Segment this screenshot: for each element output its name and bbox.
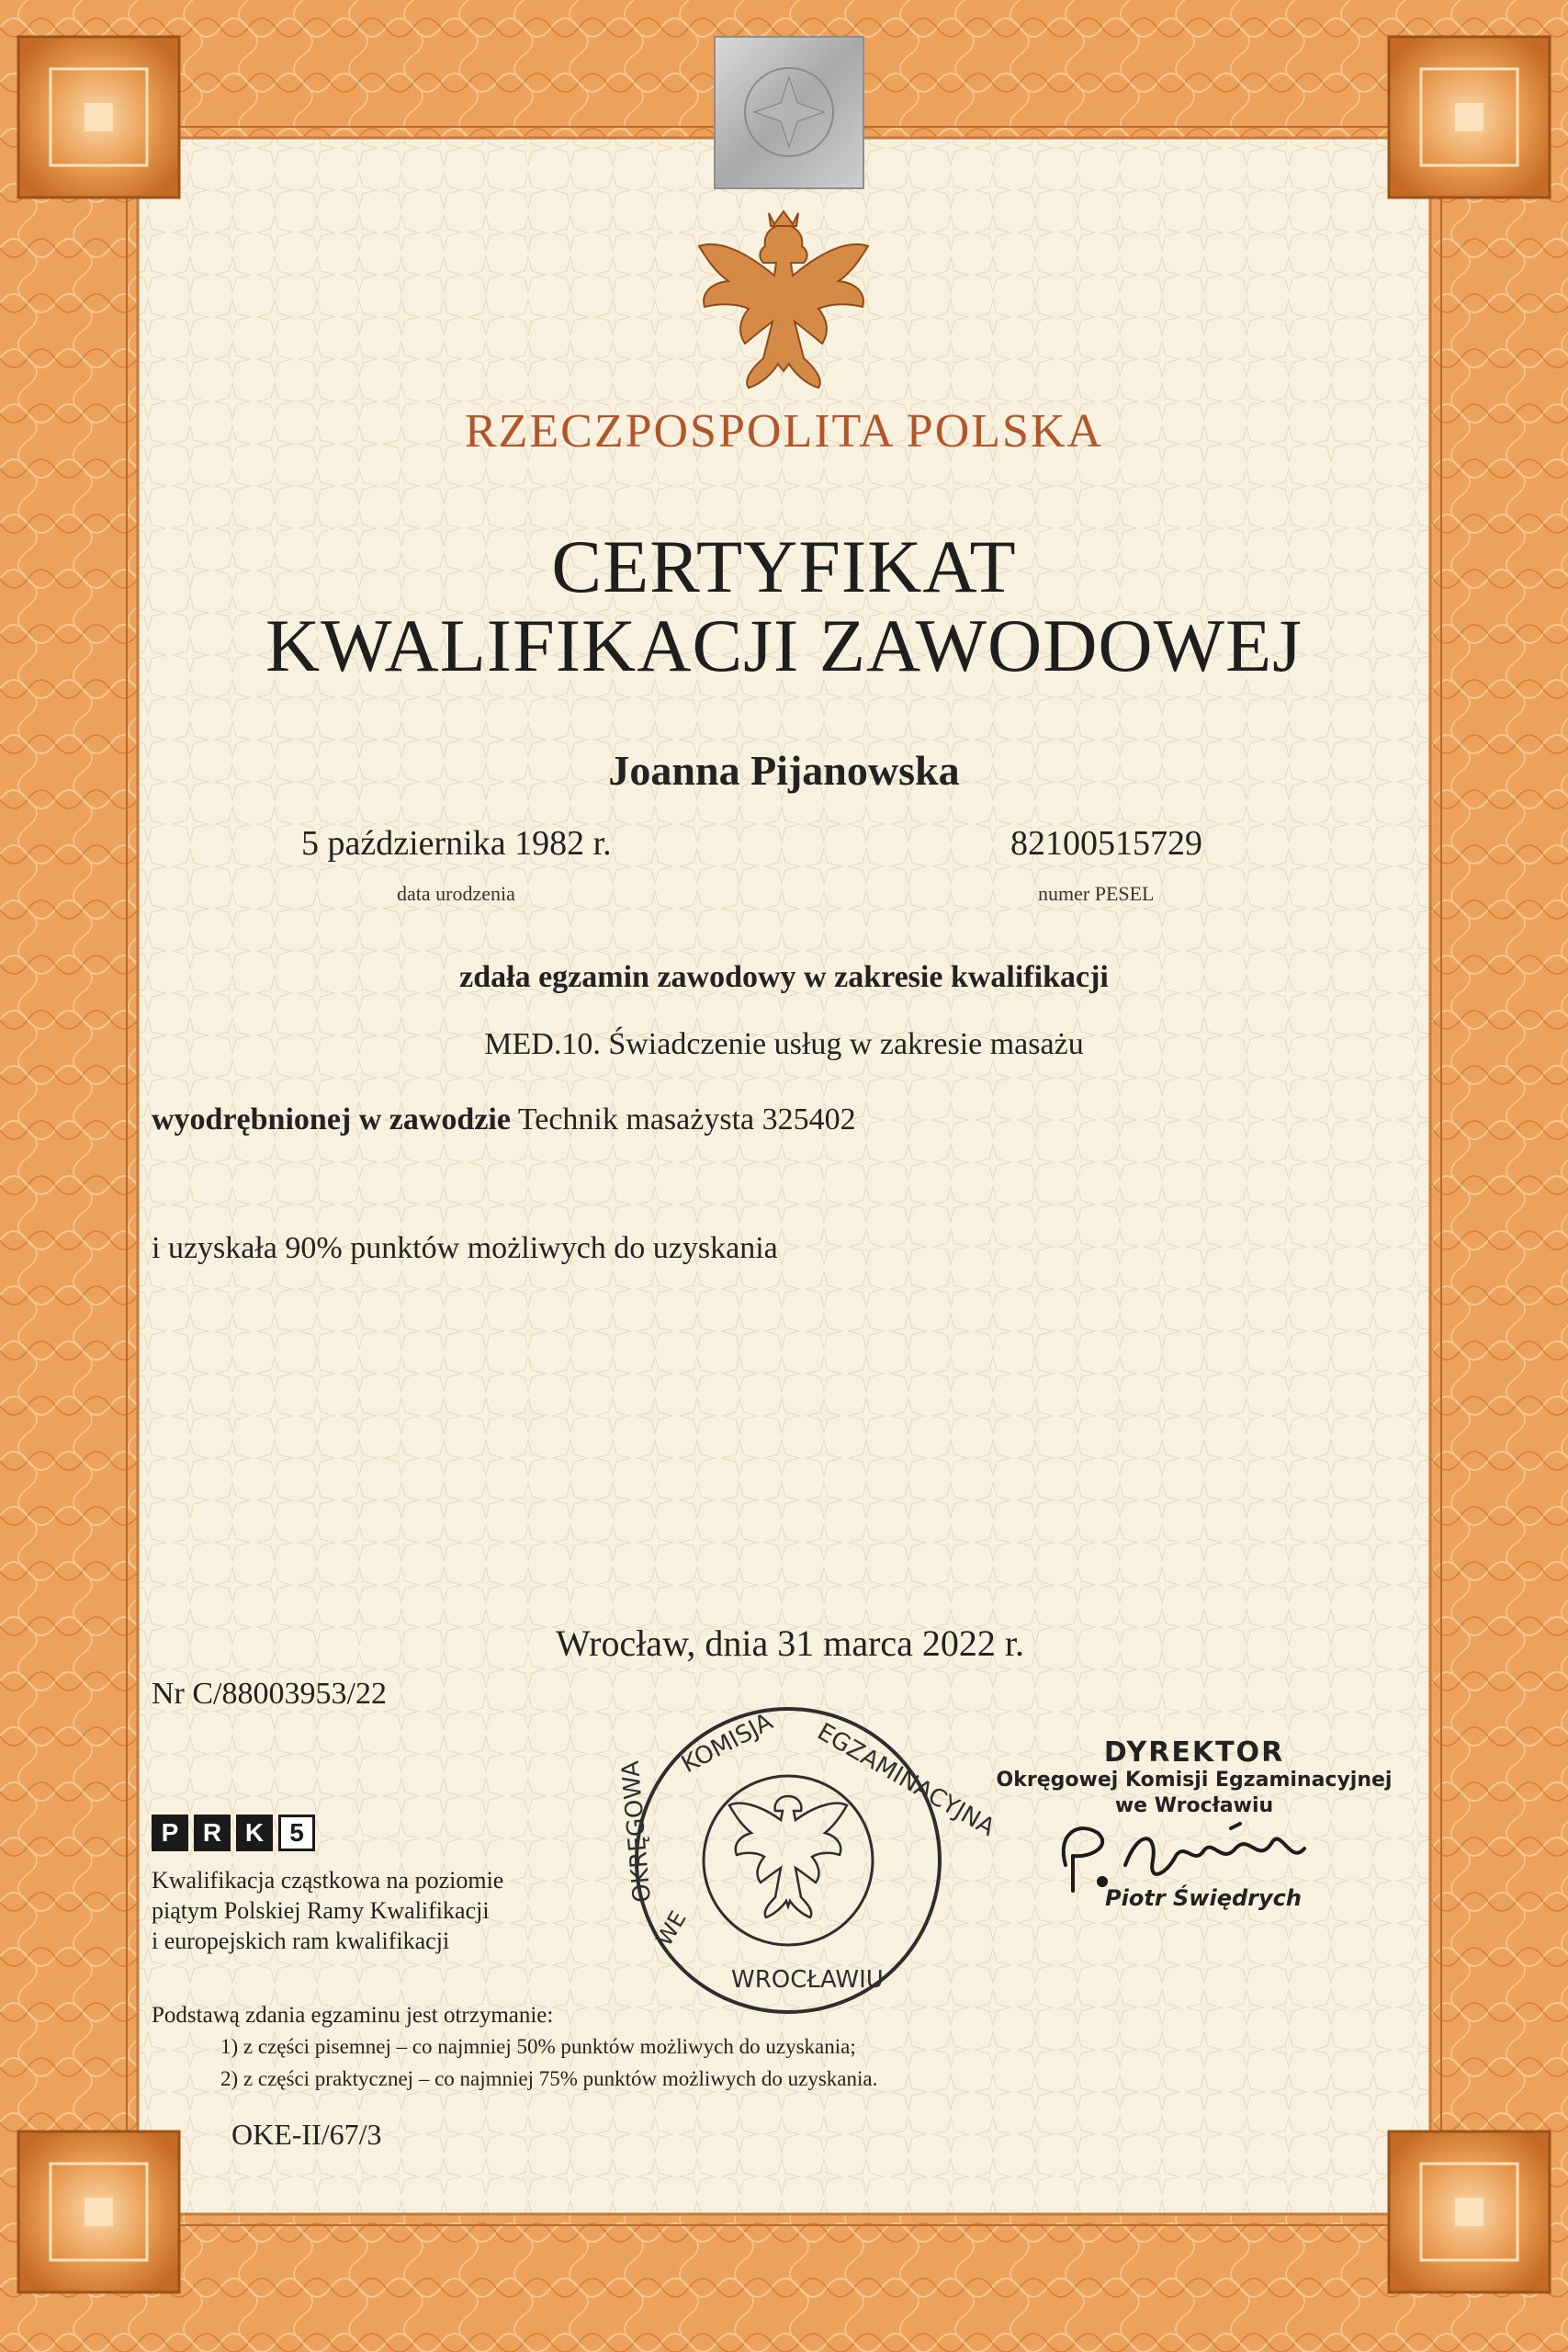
prk-level-number: 5 [278,1815,315,1851]
exam-basis-practical: 2) z części praktycznej – co najmniej 75% punktów możliwych do uzyskania. [220,2067,878,2090]
svg-text:WROCŁAWIU: WROCŁAWIU [731,1966,884,1994]
profession-label: wyodrębnionej w zawodzie [152,1102,511,1136]
svg-text:KOMISJA: KOMISJA [677,1708,778,1780]
exam-basis-intro: Podstawą zdania egzaminu jest otrzymanie: [152,2003,554,2028]
prk-letter-r: R [194,1815,231,1851]
prk-desc-line1: Kwalifikacja cząstkowa na poziomie [152,1867,504,1894]
pesel-number: 82100515729 [1010,824,1202,863]
director-city: we Wrocławiu [1114,1794,1274,1817]
pesel-label: numer PESEL [1038,882,1155,905]
passed-exam-line: zdała egzamin zawodowy w zakresie kwalifikacji [459,960,1109,994]
birth-date: 5 października 1982 r. [301,824,612,863]
profession-value: Technik masażysta 325402 [517,1102,856,1136]
corner-ornament-bottom-right [1389,2132,1550,2292]
director-name: Piotr Świędrych [1105,1885,1302,1911]
hologram-sticker [715,37,863,188]
holder-name: Joanna Pijanowska [608,747,960,794]
qualification-name: MED.10. Świadczenie usług w zakresie masażu [484,1027,1084,1061]
prk-desc-line3: i europejskich ram kwalifikacji [152,1928,450,1954]
certificate-title: CERTYFIKAT [551,525,1017,608]
birth-date-label: data urodzenia [397,882,515,905]
republic-heading: RZECZPOSPOLITA POLSKA [464,405,1104,458]
form-code: OKE-II/67/3 [231,2118,382,2151]
certificate-subtitle: KWALIFIKACJI ZAWODOWEJ [265,604,1303,687]
svg-text:WE: WE [650,1906,692,1951]
svg-text:OKRĘGOWA: OKRĘGOWA [616,1759,657,1905]
corner-ornament-top-left [18,37,179,198]
exam-basis-written: 1) z części pisemnej – co najmniej 50% punktów możliwych do uzyskania; [220,2035,856,2058]
director-office: Okręgowej Komisji Egzaminacyjnej [996,1769,1393,1792]
score-line: i uzyskała 90% punktów możliwych do uzyskania [152,1231,778,1265]
svg-text:EGZAMINACYJNA: EGZAMINACYJNA [812,1718,999,1842]
prk-level-badge [152,1815,321,1851]
certificate-number: Nr C/88003953/22 [152,1677,387,1711]
prk-desc-line2: piątym Polskiej Ramy Kwalifikacji [152,1897,490,1924]
profession-line [152,1102,856,1137]
corner-ornament-bottom-left [18,2132,179,2292]
prk-letter-p: P [152,1815,188,1851]
prk-description [152,1865,503,1956]
issue-place-date: Wrocław, dnia 31 marca 2022 r. [555,1623,1025,1664]
prk-letter-k: K [236,1815,273,1851]
corner-ornament-top-right [1389,37,1550,198]
director-title: DYREKTOR [1103,1736,1285,1769]
